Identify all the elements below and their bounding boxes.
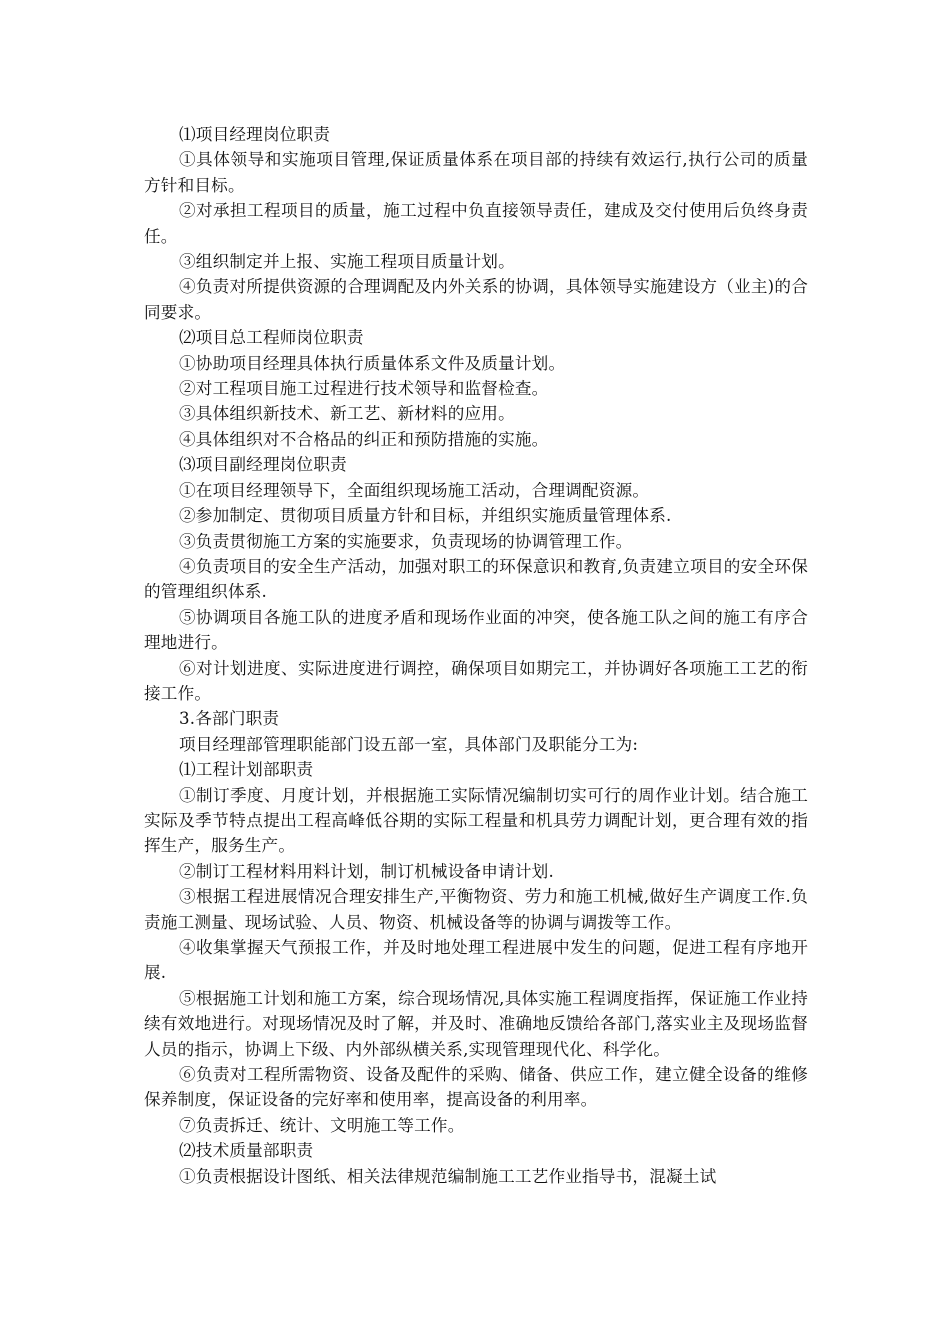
section-heading-deputy-manager: ⑶项目副经理岗位职责	[179, 455, 347, 475]
document-body	[144, 122, 808, 1189]
paragraph: ③具体组织新技术、新工艺、新材料的应用。	[179, 404, 515, 424]
paragraph: ②对工程项目施工过程进行技术领导和监督检查。	[179, 379, 549, 399]
paragraph: ④负责对所提供资源的合理调配及内外关系的协调，具体领导实施建设方（业主)的合同要求。	[144, 277, 808, 322]
paragraph: ①协助项目经理具体执行质量体系文件及质量计划。	[179, 353, 566, 373]
paragraph: ⑥对计划进度、实际进度进行调控，确保项目如期完工，并协调好各项施工工艺的衔接工作。	[144, 658, 808, 703]
section-heading-chief-engineer: ⑵项目总工程师岗位职责	[179, 328, 364, 348]
paragraph: ⑦负责拆迁、统计、文明施工等工作。	[179, 1115, 465, 1135]
section-heading-technical-quality: ⑵技术质量部职责	[179, 1141, 314, 1161]
paragraph: ②参加制定、贯彻项目质量方针和目标，并组织实施质量管理体系.	[179, 506, 672, 526]
paragraph: ①制订季度、月度计划，并根据施工实际情况编制切实可行的周作业计划。结合施工实际及季节特点提出工程高峰低谷期的实际工程量和机具劳力调配计划，更合理有效的指挥生产，服务生产。	[144, 785, 808, 856]
section-heading-department-duties: 3.各部门职责	[179, 709, 280, 729]
section-heading-project-manager: ⑴项目经理岗位职责	[179, 125, 331, 144]
paragraph: ①在项目经理领导下，全面组织现场施工活动，合理调配资源。	[179, 480, 650, 500]
paragraph: ①具体领导和实施项目管理,保证质量体系在项目部的持续有效运行,执行公司的质量方针和目标。	[144, 150, 808, 195]
paragraph: ②对承担工程项目的质量，施工过程中负直接领导责任，建成及交付使用后负终身责任。	[144, 201, 808, 246]
paragraph: ②制订工程材料用料计划，制订机械设备申请计划.	[179, 861, 554, 881]
paragraph: ⑤协调项目各施工队的进度矛盾和现场作业面的冲突，使各施工队之间的施工有序合理地进行。	[144, 607, 808, 653]
paragraph: ③根据工程进展情况合理安排生产,平衡物资、劳力和施工机械,做好生产调度工作.负责施工测量、现场试验、人员、物资、机械设备等的协调与调拨等工作。	[144, 887, 808, 932]
paragraph: ⑥负责对工程所需物资、设备及配件的采购、储备、供应工作，建立健全设备的维修保养制度，保证设备的完好率和使用率，提高设备的利用率。	[144, 1065, 808, 1110]
paragraph: ④负责项目的安全生产活动，加强对职工的环保意识和教育,负责建立项目的安全环保的管理组织体系.	[144, 556, 808, 602]
section-heading-engineering-planning: ⑴工程计划部职责	[179, 760, 314, 780]
paragraph: ④具体组织对不合格品的纠正和预防措施的实施。	[179, 429, 549, 449]
paragraph: 项目经理部管理职能部门设五部一室，具体部门及职能分工为:	[179, 734, 639, 754]
paragraph: ④收集掌握天气预报工作，并及时地处理工程进展中发生的问题，促进工程有序地开展.	[144, 938, 808, 983]
paragraph: ③组织制定并上报、实施工程项目质量计划。	[179, 252, 515, 272]
paragraph: ①负责根据设计图纸、相关法律规范编制施工工艺作业指导书，混凝土试	[179, 1166, 717, 1186]
paragraph: ③负责贯彻施工方案的实施要求，负责现场的协调管理工作。	[179, 531, 633, 551]
paragraph: ⑤根据施工计划和施工方案，综合现场情况,具体实施工程调度指挥，保证施工作业持续有效地进行。对现场情况及时了解，并及时、准确地反馈给各部门,落实业主及现场监督人员的指示，协调上下级、内外部纵横关系,实现管理现代化、科学化。	[144, 988, 808, 1059]
